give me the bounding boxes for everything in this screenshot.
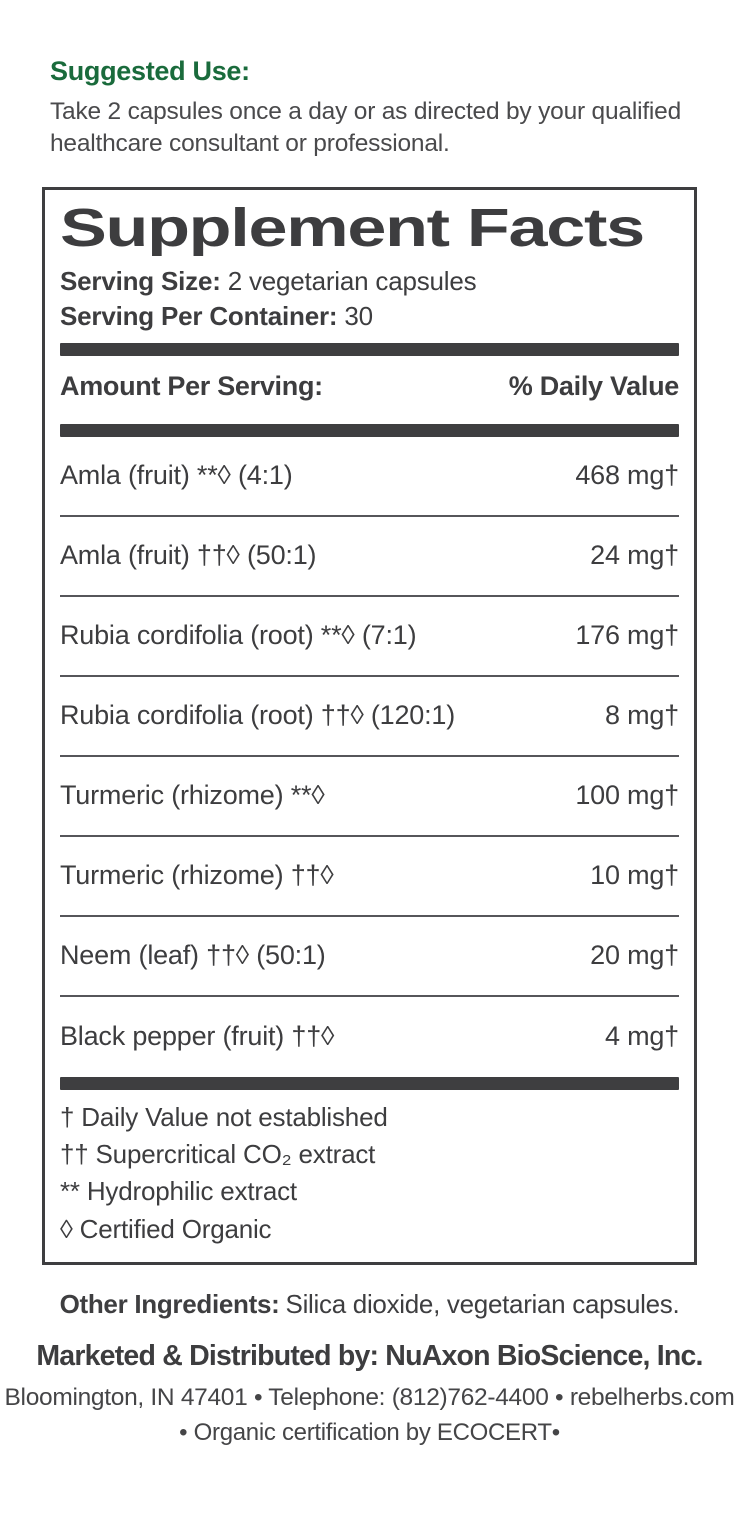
ingredient-row xyxy=(60,997,679,1077)
other-ingredients-label: Other Ingredients: xyxy=(59,1289,280,1320)
amount-per-serving-header: Amount Per Serving: xyxy=(60,370,323,401)
thick-divider-top xyxy=(60,343,679,356)
column-header-row xyxy=(60,356,679,424)
ingredient-name: Rubia cordifolia (root) **◊ (7:1) xyxy=(60,620,417,651)
ingredient-name: Turmeric (rhizome) ††◊ xyxy=(60,860,334,891)
ingredient-row xyxy=(60,757,679,837)
serving-size-line xyxy=(60,264,679,299)
ingredient-amount: 8 mg† xyxy=(604,700,679,731)
organic-certification-line: • Organic certification by ECOCERT• xyxy=(179,1419,560,1447)
ingredient-amount: 4 mg† xyxy=(604,1021,679,1052)
ingredient-name: Amla (fruit) ††◊ (50:1) xyxy=(60,540,317,571)
servings-per-container-value: 30 xyxy=(344,300,373,331)
serving-size-label: Serving Size: xyxy=(60,266,221,297)
footnote-hydrophilic: ** Hydrophilic extract xyxy=(60,1176,297,1207)
ingredient-amount: 468 mg† xyxy=(575,460,679,491)
other-ingredients-line xyxy=(0,1289,739,1320)
footnote-certified-organic: ◊ Certified Organic xyxy=(60,1213,272,1244)
ingredient-amount: 100 mg† xyxy=(575,780,679,811)
ingredient-amount: 176 mg† xyxy=(575,620,679,651)
ingredient-row xyxy=(60,677,679,757)
ingredient-amount: 24 mg† xyxy=(590,540,679,571)
ingredient-amount: 10 mg† xyxy=(590,860,679,891)
ingredient-name: Amla (fruit) **◊ (4:1) xyxy=(60,460,293,491)
supplement-facts-title-wrap xyxy=(60,200,679,257)
other-ingredients-text: Silica dioxide, vegetarian capsules. xyxy=(285,1289,680,1320)
ingredient-row xyxy=(60,437,679,517)
serving-size-value: 2 vegetarian capsules xyxy=(227,266,477,297)
suggested-use-text: Take 2 capsules once a day or as directed by your qualified healthcare consultant or professional. xyxy=(50,98,682,157)
footnote-supercritical-co2: †† Supercritical CO₂ extract xyxy=(60,1138,376,1169)
ingredient-name: Black pepper (fruit) ††◊ xyxy=(60,1021,335,1052)
ingredient-row xyxy=(60,517,679,597)
ingredient-row xyxy=(60,917,679,997)
footnotes xyxy=(60,1090,679,1251)
suggested-use-section xyxy=(50,56,695,160)
servings-per-container-line xyxy=(60,299,679,334)
supplement-facts-title: Supplement Facts xyxy=(60,199,644,257)
distributor-address-line: Bloomington, IN 47401 • Telephone: (812)762-4400 • rebelherbs.com xyxy=(4,1384,735,1412)
ingredient-name: Rubia cordifolia (root) ††◊ (120:1) xyxy=(60,700,456,731)
ingredient-row xyxy=(60,837,679,917)
ingredient-name: Neem (leaf) ††◊ (50:1) xyxy=(60,940,326,971)
ingredient-table xyxy=(60,437,679,1077)
daily-value-header: % Daily Value xyxy=(508,370,679,401)
supplement-facts-panel xyxy=(42,187,697,1266)
ingredient-row xyxy=(60,597,679,677)
suggested-use-title: Suggested Use: xyxy=(50,56,250,86)
ingredient-name: Turmeric (rhizome) **◊ xyxy=(60,780,325,811)
marketed-by-line: Marketed & Distributed by: NuAxon BioScience, Inc. xyxy=(36,1340,703,1373)
thick-divider-middle xyxy=(60,424,679,437)
servings-per-container-label: Serving Per Container: xyxy=(60,300,338,331)
ingredient-amount: 20 mg† xyxy=(590,940,679,971)
footnote-daily-value: † Daily Value not established xyxy=(60,1101,388,1132)
thick-divider-bottom xyxy=(60,1077,679,1090)
